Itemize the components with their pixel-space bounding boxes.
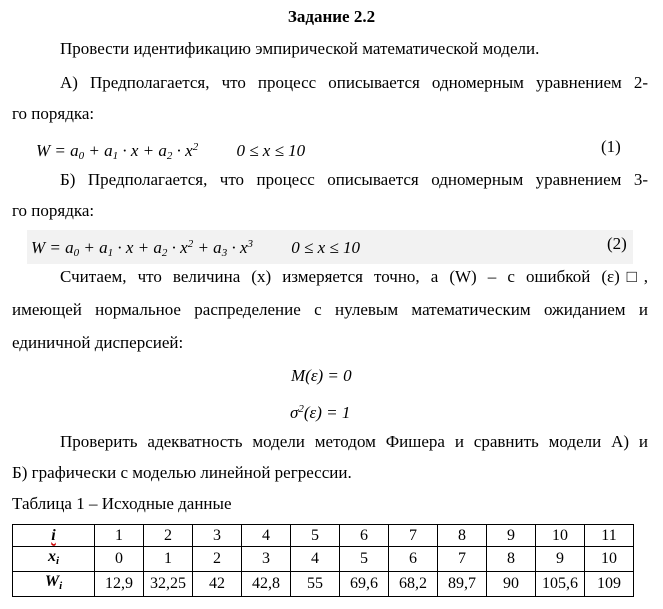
cell-i-11: 11: [585, 525, 634, 547]
cell-x-7: 6: [389, 547, 438, 572]
cell-w-5: 55: [291, 572, 340, 597]
cell-i-9: 9: [487, 525, 536, 547]
task-line1: Проверить адекватность модели методом Фишера и сравнить модели А) и: [60, 432, 648, 451]
formula-variance: $\sigma^2(\varepsilon) = 1$: [290, 403, 351, 422]
equation-1-formula: $W = a_0 + a_1 \cdot x + a_2 \cdot x^2$: [36, 141, 199, 162]
cell-x-2: 1: [144, 547, 193, 572]
cell-x-5: 4: [291, 547, 340, 572]
cell-x-1: 0: [95, 547, 144, 572]
cell-w-4: 42,8: [242, 572, 291, 597]
row-x-label: $x_i$: [13, 547, 95, 572]
cell-i-10: 10: [536, 525, 585, 547]
cell-i-8: 8: [438, 525, 487, 547]
source-data-table: [12, 524, 634, 597]
case-b-line2: го порядка:: [12, 201, 95, 220]
case-b-line1: Б) Предполагается, что процесс описывается одномерным уравнением 3-: [60, 170, 648, 189]
cell-x-11: 10: [585, 547, 634, 572]
table-row-x: [13, 547, 634, 572]
placeholder-box-glyph: □,: [619, 267, 648, 286]
equation-2-number: (2): [607, 234, 627, 253]
cell-w-3: 42: [193, 572, 242, 597]
equation-2-range: 0 ≤ x ≤ 10: [291, 238, 360, 257]
cell-i-6: 6: [340, 525, 389, 547]
equation-1-range: 0 ≤ x ≤ 10: [236, 141, 306, 160]
cell-x-9: 8: [487, 547, 536, 572]
table-row-w: [13, 572, 634, 597]
intro-text: Провести идентификацию эмпирической математической модели.: [60, 39, 540, 58]
cell-x-8: 7: [438, 547, 487, 572]
cell-i-7: 7: [389, 525, 438, 547]
table-row-i: [13, 525, 634, 547]
table-caption: Таблица 1 – Исходные данные: [12, 494, 232, 513]
cell-x-4: 3: [242, 547, 291, 572]
cell-i-4: 4: [242, 525, 291, 547]
formula-expectation: M(ε) = 0: [291, 366, 352, 385]
cell-w-8: 89,7: [438, 572, 487, 597]
cell-w-2: 32,25: [144, 572, 193, 597]
task-title: Задание 2.2: [287, 7, 376, 26]
cell-w-10: 105,6: [536, 572, 585, 597]
case-a-line1: А) Предполагается, что процесс описывается одномерным уравнением 2-: [60, 73, 648, 92]
cell-i-5: 5: [291, 525, 340, 547]
cell-w-6: 69,6: [340, 572, 389, 597]
cell-x-3: 2: [193, 547, 242, 572]
equation-2: [31, 234, 360, 263]
cell-w-11: 109: [585, 572, 634, 597]
row-w-label: $W_i$: [13, 572, 95, 597]
cell-w-1: 12,9: [95, 572, 144, 597]
cell-w-9: 90: [487, 572, 536, 597]
cell-i-1: 1: [95, 525, 144, 547]
cell-i-2: 2: [144, 525, 193, 547]
cell-x-6: 5: [340, 547, 389, 572]
cell-w-7: 68,2: [389, 572, 438, 597]
assumption-line3: единичной дисперсией:: [12, 333, 184, 352]
assumption-line1: Считаем, что величина (x) измеряется точно, а (W) – с ошибкой (ε)□,: [60, 267, 648, 286]
equation-2-formula: $W = a_0 + a_1 \cdot x + a_2 \cdot x^2 + a_3 \cdot x^3$: [31, 238, 253, 259]
task-line2: Б) графически с моделью линейной регрессии.: [12, 463, 352, 482]
equation-1: [36, 137, 305, 166]
row-i-label: i: [13, 525, 95, 547]
case-a-line2: го порядка:: [12, 104, 95, 123]
cell-i-3: 3: [193, 525, 242, 547]
assumption-line2: имеющей нормальное распределение с нулевым математическим ожиданием и: [12, 300, 648, 319]
cell-x-10: 9: [536, 547, 585, 572]
equation-1-number: (1): [601, 137, 621, 156]
